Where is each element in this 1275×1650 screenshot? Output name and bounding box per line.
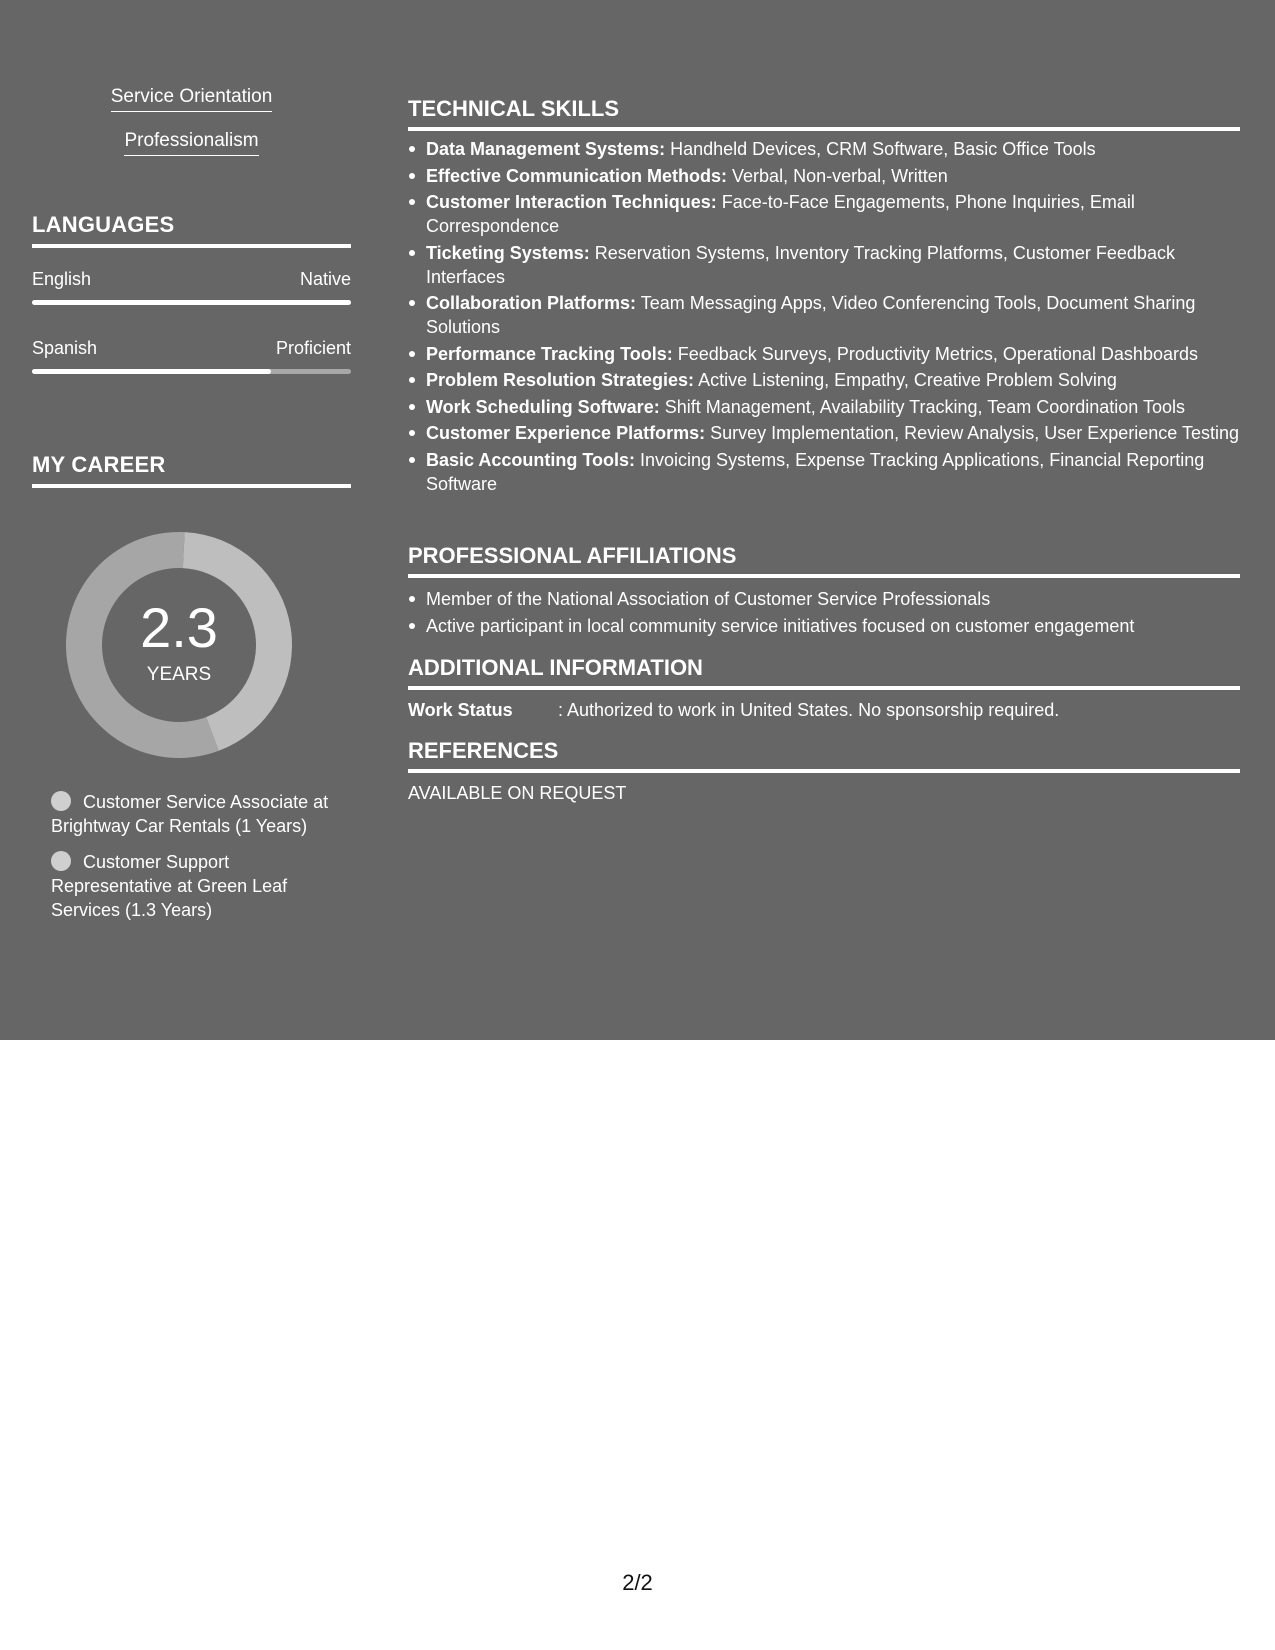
- skill-item: [426, 395, 1258, 419]
- skill-text: Invoicing Systems, Expense Tracking Applications, Financial Reporting Software: [426, 449, 1205, 494]
- language-row: [32, 337, 351, 374]
- skill-label: Work Scheduling Software:: [426, 396, 660, 417]
- additional-info-title: ADDITIONAL INFORMATION: [408, 655, 1240, 690]
- skill-label: Ticketing Systems:: [426, 242, 590, 263]
- skill-text: Handheld Devices, CRM Software, Basic Office Tools: [665, 139, 1096, 159]
- skill-label: Data Management Systems:: [426, 139, 666, 159]
- language-bar: [32, 300, 351, 305]
- skill-item: [426, 342, 1258, 366]
- skill-text: Face-to-Face Engagements, Phone Inquiries, Email Correspondence: [426, 192, 1135, 236]
- references-text: AVAILABLE ON REQUEST: [408, 783, 627, 803]
- affiliation-item: Active participant in local community service initiatives focused on customer engagement: [426, 614, 1258, 638]
- career-total-number: 2.3: [140, 596, 218, 659]
- language-row: [32, 268, 351, 305]
- language-level: Proficient: [275, 338, 351, 358]
- bullet-dot-icon: [51, 851, 71, 871]
- career-item: [51, 790, 336, 838]
- career-item-text: Customer Support Representative at Green Leaf Services (1.3 Years): [51, 852, 288, 920]
- languages-title: LANGUAGES: [32, 212, 351, 248]
- career-title: MY CAREER: [32, 452, 351, 488]
- skill-label: Problem Resolution Strategies:: [426, 370, 695, 390]
- affiliations-title: PROFESSIONAL AFFILIATIONS: [408, 543, 1240, 578]
- skill-text: Shift Management, Availability Tracking, Team Coordination Tools: [659, 396, 1185, 417]
- technical-skills-title: TECHNICAL SKILLS: [408, 96, 1240, 131]
- page-number: 2/2: [622, 1570, 653, 1595]
- language-name: Spanish: [32, 338, 98, 358]
- skill-item: [426, 368, 1258, 392]
- language-bar: [32, 369, 351, 374]
- skill-text: Active Listening, Empathy, Creative Problem Solving: [694, 370, 1117, 390]
- language-bar-fill: [32, 300, 351, 305]
- references-title: REFERENCES: [408, 738, 1240, 773]
- career-item-text: Customer Service Associate at Brightway Car Rentals (1 Years): [51, 792, 329, 836]
- skill-text: Survey Implementation, Review Analysis, User Experience Testing: [705, 423, 1240, 443]
- skill-label: Customer Experience Platforms:: [426, 423, 706, 443]
- work-status-row: [408, 698, 1059, 722]
- language-level: Native: [299, 269, 351, 289]
- strength-tag: Service Orientation: [111, 86, 273, 112]
- skill-label: Performance Tracking Tools:: [426, 343, 673, 364]
- skill-item: [426, 190, 1258, 238]
- strength-tags: [32, 86, 351, 174]
- career-item: [51, 850, 336, 922]
- skill-item: [426, 137, 1258, 161]
- skill-label: Basic Accounting Tools:: [426, 449, 636, 470]
- skill-text: Verbal, Non-verbal, Written: [727, 165, 948, 186]
- skill-item: [426, 291, 1258, 339]
- affiliation-item: Member of the National Association of Customer Service Professionals: [426, 587, 1258, 611]
- strength-tag: Professionalism: [124, 130, 258, 156]
- skill-item: [426, 421, 1258, 445]
- affiliations-list: [408, 587, 1258, 640]
- skill-item: [426, 164, 1258, 188]
- skill-label: Effective Communication Methods:: [426, 165, 728, 186]
- skill-item: [426, 241, 1258, 289]
- career-total-unit: YEARS: [146, 664, 212, 685]
- bullet-dot-icon: [51, 791, 71, 811]
- language-bar-fill: [32, 369, 271, 374]
- skill-label: Collaboration Platforms:: [426, 293, 637, 313]
- skill-text: Reservation Systems, Inventory Tracking Platforms, Customer Feedback Interfaces: [426, 242, 1175, 287]
- skill-item: [426, 448, 1258, 496]
- skill-label: Customer Interaction Techniques:: [426, 192, 717, 212]
- work-status-value: : Authorized to work in United States. No sponsorship required.: [558, 700, 1060, 720]
- language-name: English: [32, 269, 92, 289]
- technical-skills-list: [408, 137, 1258, 498]
- career-list: [51, 790, 336, 934]
- skill-text: Feedback Surveys, Productivity Metrics, Operational Dashboards: [672, 343, 1198, 364]
- work-status-label: Work Status: [408, 700, 513, 720]
- skill-text: Team Messaging Apps, Video Conferencing Tools, Document Sharing Solutions: [426, 293, 1196, 337]
